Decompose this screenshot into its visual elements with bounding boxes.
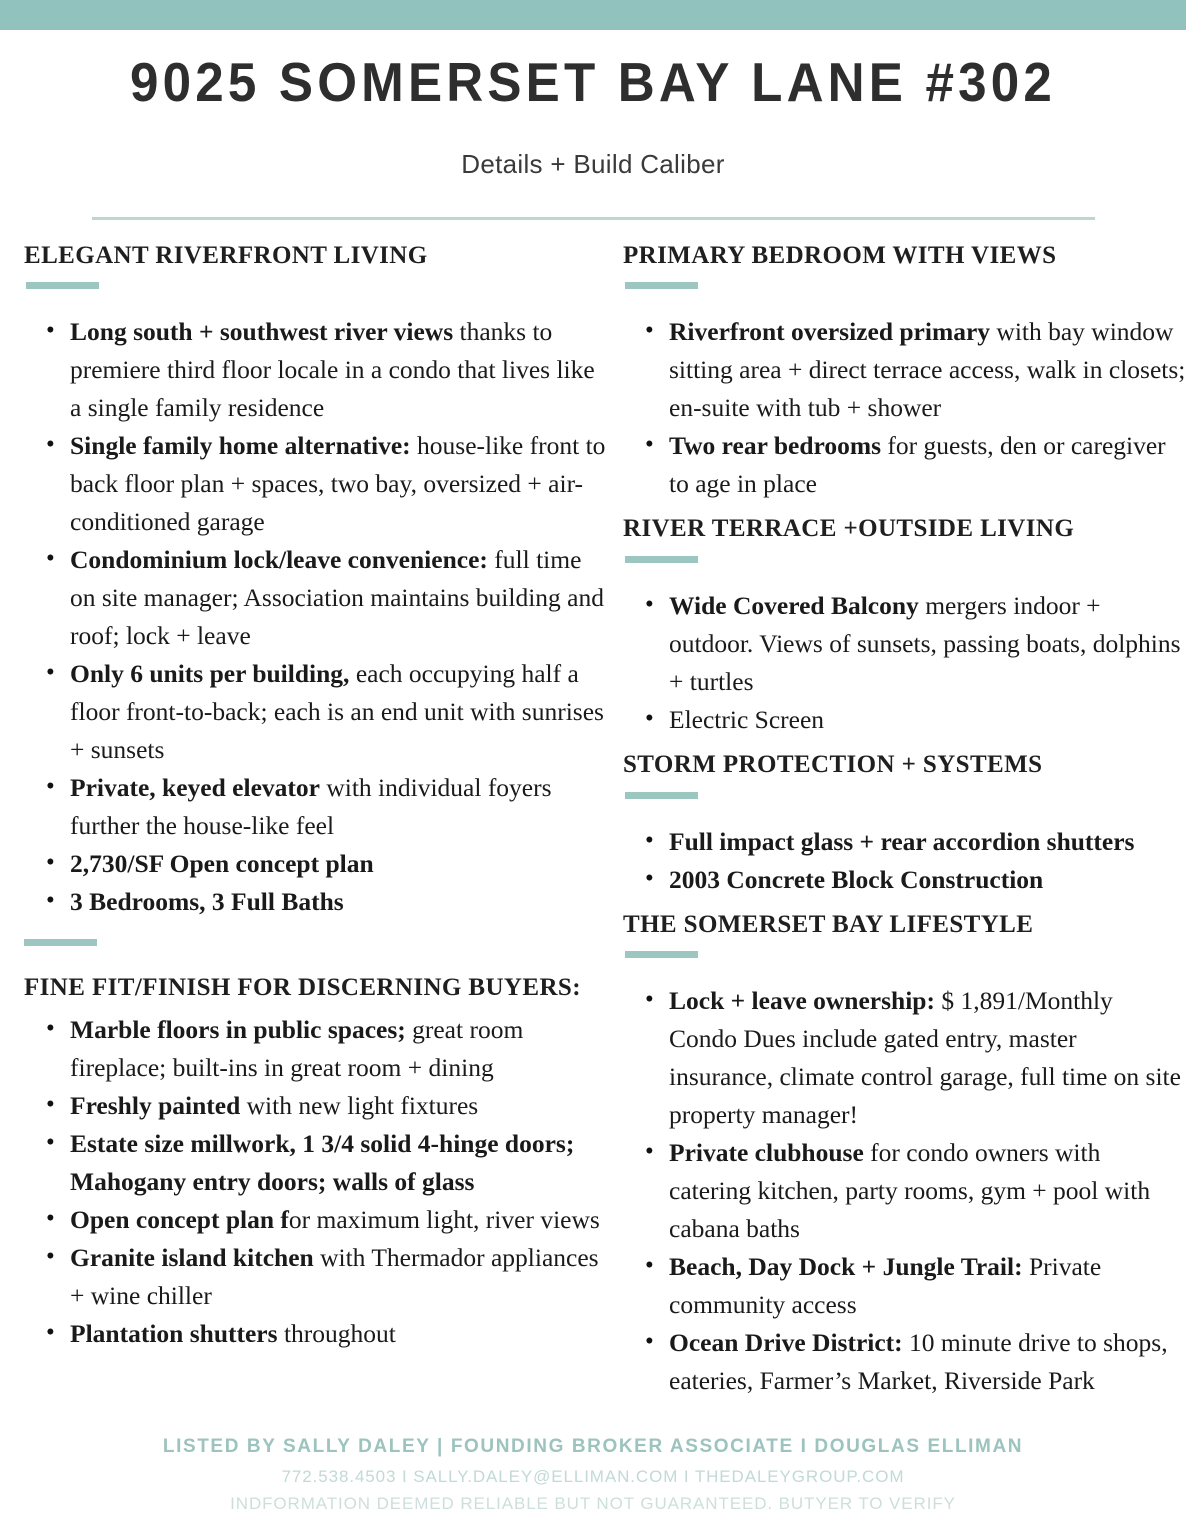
section-heading: RIVER TERRACE +OUTSIDE LIVING	[623, 515, 1075, 543]
bullet-text-bold: Private clubhouse	[669, 1138, 864, 1168]
bullet-list	[623, 823, 1186, 899]
bullet-text-bold: Granite island kitchen	[70, 1242, 314, 1272]
bullet-text-bold: Freshly painted	[70, 1090, 241, 1120]
bullet-text: mergers indoor + outdoor. Views of sunsets, passing boats, dolphins + turtles	[669, 590, 1181, 696]
document-header	[0, 30, 1186, 220]
bullet-text-bold: Ocean Drive District:	[669, 1328, 903, 1358]
list-item	[24, 427, 608, 541]
list-item	[623, 313, 1186, 427]
section-heading: ELEGANT RIVERFRONT LIVING	[24, 241, 428, 269]
bullet-text: house-like front to back floor plan + spaces, two bay, oversized + air-conditioned garage	[70, 431, 606, 537]
bullet-text-bold: Condominium lock/leave convenience:	[70, 545, 488, 575]
list-item	[24, 845, 608, 883]
accent-bar	[24, 939, 97, 946]
section-heading: STORM PROTECTION + SYSTEMS	[623, 750, 1043, 778]
bullet-text-bold: Full impact glass + rear accordion shutters	[669, 826, 1135, 856]
accent-bar	[625, 792, 698, 799]
accent-bar	[625, 951, 698, 958]
spacer	[623, 289, 1186, 313]
list-item	[24, 1201, 608, 1239]
spacer	[623, 563, 1186, 587]
list-item	[24, 655, 608, 769]
spacer	[623, 799, 1186, 823]
list-item	[24, 541, 608, 655]
list-item	[623, 1324, 1186, 1400]
bullet-text-bold: Only 6 units per building,	[70, 659, 350, 689]
section-elegant-riverfront-living	[24, 242, 608, 922]
bullet-text-bold: Lock + leave ownership:	[669, 986, 935, 1016]
bullet-text-bold: Single family home alternative:	[70, 431, 411, 461]
bullet-text: with bay window sitting area + direct terrace access, walk in closets; en-suite with tub + shower	[669, 317, 1186, 423]
content-columns	[0, 242, 1186, 1401]
list-item	[623, 982, 1186, 1134]
bullet-text-bold: Private, keyed elevator	[70, 773, 320, 803]
left-column	[0, 242, 608, 1353]
spacer	[24, 289, 608, 313]
bullet-text: Private community access	[669, 1252, 1102, 1320]
bullet-text-bold: Marble floors in public spaces;	[70, 1014, 406, 1044]
bullet-text-bold: Beach, Day Dock + Jungle Trail:	[669, 1252, 1023, 1282]
bullet-text: great room fireplace; built-ins in great room + dining	[70, 1014, 524, 1082]
section-fine-fit-finish-for-discerning-buyers	[24, 939, 608, 1353]
page-subtitle: Details + Build Caliber	[461, 148, 725, 179]
spacer	[24, 946, 608, 974]
spacer	[623, 503, 1186, 515]
section-heading: FINE FIT/FINISH FOR DISCERNING BUYERS:	[24, 974, 581, 1001]
spacer	[623, 739, 1186, 751]
list-item	[623, 587, 1186, 701]
bullet-text-bold: 2,730/SF Open concept plan	[70, 849, 374, 879]
list-item	[24, 1125, 608, 1201]
bullet-text-bold: Plantation shutters	[70, 1318, 278, 1348]
header-divider	[92, 217, 1095, 220]
list-item	[24, 1087, 608, 1125]
bullet-text-bold: Open concept plan f	[70, 1204, 289, 1234]
bullet-text: 10 minute drive to shops, eateries, Farmer’s Market, Riverside Park	[669, 1328, 1168, 1396]
list-item	[623, 1134, 1186, 1248]
list-item	[24, 313, 608, 427]
page-title: 9025 SOMERSET BAY LANE #302	[129, 51, 1057, 113]
bullet-text: throughout	[277, 1318, 396, 1348]
spacer	[623, 899, 1186, 911]
bullet-text: with new light fixtures	[240, 1090, 479, 1120]
list-item	[623, 1248, 1186, 1324]
list-item	[24, 1239, 608, 1315]
list-item	[623, 823, 1186, 861]
footer-contact-line: 772.538.4503 I SALLY.DALEY@ELLIMAN.COM I THEDALEYGROUP.COM	[281, 1467, 905, 1486]
spacer	[24, 1003, 608, 1011]
bullet-text: with Thermador appliances + wine chiller	[70, 1242, 599, 1310]
section-heading: PRIMARY BEDROOM WITH VIEWS	[623, 241, 1057, 269]
bullet-text: with individual foyers further the house-like feel	[70, 773, 552, 841]
bullet-text-bold: Two rear bedrooms	[669, 431, 882, 461]
top-accent-bar	[0, 0, 1186, 30]
list-item	[623, 861, 1186, 899]
bullet-text: for condo owners with catering kitchen, party rooms, gym + pool with cabana baths	[669, 1138, 1151, 1244]
spacer	[623, 958, 1186, 982]
footer-disclaimer-line: INDFORMATION DEEMED RELIABLE BUT NOT GUARANTEED. BUTYER TO VERIFY	[230, 1494, 956, 1513]
bullet-text-bold: Wide Covered Balcony	[669, 590, 919, 620]
list-item	[24, 769, 608, 845]
bullet-text: for guests, den or caregiver to age in place	[669, 431, 1166, 499]
right-column	[608, 242, 1186, 1401]
list-item	[623, 427, 1186, 503]
bullet-text-bold: 3 Bedrooms, 3 Full Baths	[70, 887, 344, 917]
bullet-text-bold: Riverfront oversized primary	[669, 317, 991, 347]
bullet-list	[623, 587, 1186, 739]
bullet-text: Electric Screen	[669, 704, 825, 734]
section-storm-protection-systems	[623, 751, 1186, 899]
accent-bar	[625, 282, 698, 289]
bullet-list	[24, 1011, 608, 1353]
list-item	[623, 701, 1186, 739]
accent-bar	[625, 556, 698, 563]
document-footer	[0, 1436, 1186, 1514]
bullet-text: or maximum light, river views	[288, 1204, 600, 1234]
bullet-text-bold: Long south + southwest river views	[70, 317, 454, 347]
section-heading: THE SOMERSET BAY LIFESTYLE	[623, 910, 1034, 938]
bullet-text: each occupying half a floor front-to-back; each is an end unit with sunrises + sunsets	[70, 659, 604, 765]
section-primary-bedroom-with-views	[623, 242, 1186, 504]
bullet-list	[24, 313, 608, 921]
section-river-terrace-outside-living	[623, 515, 1186, 739]
bullet-text: thanks to premiere third floor locale in a condo that lives like a single family residence	[70, 317, 595, 423]
accent-bar	[26, 282, 99, 289]
list-item	[24, 1011, 608, 1087]
bullet-text-bold: Estate size millwork, 1 3/4 solid 4-hinge doors; Mahogany entry doors; walls of glass	[70, 1128, 575, 1196]
footer-agent-line: LISTED BY SALLY DALEY | FOUNDING BROKER ASSOCIATE I DOUGLAS ELLIMAN	[162, 1436, 1024, 1457]
bullet-list	[623, 982, 1186, 1400]
list-item	[24, 1315, 608, 1353]
section-the-somerset-bay-lifestyle	[623, 911, 1186, 1401]
spacer	[24, 921, 608, 939]
list-item	[24, 883, 608, 921]
bullet-text: full time on site manager; Association maintains building and roof; lock + leave	[70, 545, 604, 651]
bullet-text: $ 1,891/Monthly Condo Dues include gated entry, master insurance, climate control garage, full time on site property manager!	[669, 986, 1181, 1130]
bullet-text-bold: 2003 Concrete Block Construction	[669, 864, 1044, 894]
bullet-list	[623, 313, 1186, 503]
